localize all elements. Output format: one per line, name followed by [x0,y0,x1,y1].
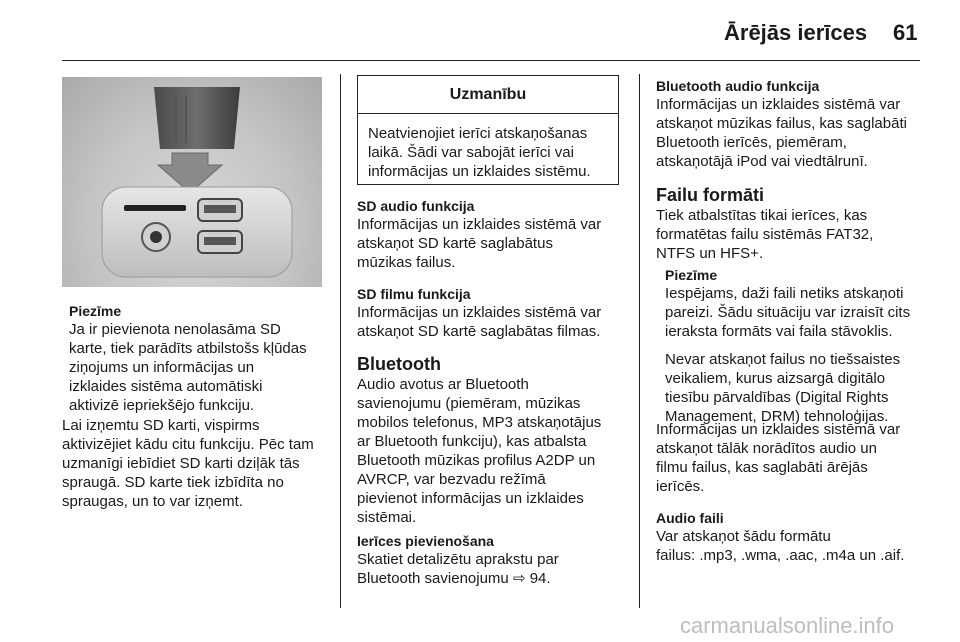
note-line: veikaliem, kurus aizsargā digitālo [665,370,886,387]
section-line: atskaņotājā iPod vai viedtālrunī. [656,153,868,170]
note-line: Nevar atskaņot failus no tiešsaistes [665,351,901,368]
sd-audio-section [357,197,632,272]
section-heading: Bluetooth [357,354,441,374]
file-formats-section [656,184,924,263]
note-line: karte, tiek parādīts atbilstošs kļūdas [69,340,307,357]
note-line: izklaides sistēma automātiski [69,378,263,395]
section-heading: Bluetooth audio funkcija [656,78,820,94]
section-heading: SD audio funkcija [357,198,475,214]
column-divider-right [639,74,640,608]
sd-video-section [357,285,632,341]
warning-box [357,75,619,185]
page-header-title: Ārējās ierīces [724,20,868,45]
paragraph-line: Lai izņemtu SD karti, vispirms [62,417,260,434]
section-line: AVRCP, var bezvadu režīmā [357,471,546,488]
section-heading: SD filmu funkcija [357,286,471,302]
page-reference-link[interactable]: 94. [529,570,551,587]
section-line: mūzikas failus. [357,254,456,271]
section-heading: Ierīces pievienošana [357,533,494,549]
section-line: failus: .mp3, .wma, .aac, .m4a un .aif. [656,547,905,564]
section-line: Bluetooth mūzikas profilus A2DP un [357,452,596,469]
section-line: Bluetooth ierīcēs, piemēram, [656,134,847,151]
paragraph-line: spraugas, un to var izņemt. [62,493,243,510]
section-line: atskaņot SD kartē saglabātas filmas. [357,323,601,340]
section-line: ar Bluetooth funkciju), kas atbalsta [357,433,587,450]
section-line: pievienot informācijas un izklaides [357,490,584,507]
section-line: Informācijas un izklaides sistēmā var [357,304,602,321]
note-line: Management, DRM) tehnoloģijas. [665,408,889,425]
left-note [69,302,331,415]
section-line: atskaņot SD kartē saglabātus [357,235,553,252]
note-line: aktivizē iepriekšējo funkciju. [69,397,255,414]
note-title: Piezīme [665,267,718,283]
section-line: Informācijas un izklaides sistēmā var [357,216,602,233]
audio-files-section [656,509,924,565]
note-line: ziņojums un informācijas un [69,359,255,376]
section-heading: Audio faili [656,510,724,526]
sd-card-slot-drawing [62,77,322,287]
section-line: Var atskaņot šādu formātu [656,528,831,545]
section-line: Skatiet detalizētu aprakstu par [357,551,559,568]
paragraph-line: uzmanīgi iebīdiet SD karti dziļāk tās [62,455,300,472]
bluetooth-section [357,353,632,527]
device-connect-section [357,532,632,588]
connector-panel [102,187,292,277]
section-line: formatētas failu sistēmās FAT32, [656,226,874,243]
page-number: 61 [893,20,918,45]
paragraph-line: Informācijas un izklaides sistēmā var [656,421,901,438]
bt-audio-section [656,77,924,171]
header-rule [62,60,920,61]
paragraph-line: filmu failus, kas saglabāti ārējās [656,459,868,476]
right-note [665,266,925,426]
note-line: Iespējams, daži faili netiks atskaņoti [665,285,904,302]
warning-line: informācijas un izklaides sistēmu. [368,163,591,180]
note-line: ieraksta formāts vai faila stāvoklis. [665,323,893,340]
paragraph-line: atskaņot tālāk norādītos audio un [656,440,877,457]
sd-card-slot-illustration [62,77,322,287]
paragraph-line: ierīcēs. [656,478,705,495]
section-line: Informācijas un izklaides sistēmā var [656,96,901,113]
column-divider-left [340,74,341,608]
section-line [357,569,632,588]
section-line: Tiek atbalstītas tikai ierīces, kas [656,207,868,224]
section-heading: Failu formāti [656,185,765,205]
left-paragraph [62,416,334,511]
section-line: savienojumu (piemēram, mūzikas [357,395,581,412]
warning-line: laikā. Šādi var sabojāt ierīci vai [368,144,574,161]
section-line: NTFS un HFS+. [656,245,764,262]
note-title: Piezīme [69,303,122,319]
sd-slot [124,205,186,211]
paragraph-line: spraugā. SD karte tiek izbīdīta no [62,474,284,491]
section-line: mobilos telefonus, MP3 atskaņotājus [357,414,602,431]
paragraph-line: aktivizējiet kādu citu funkciju. Pēc tam [62,436,314,453]
watermark: carmanualsonline.info [680,613,895,638]
note-line: pareizi. Šādu situāciju var izraisīt cits [665,304,911,321]
section-line: atskaņot mūzikas failus, kas saglabāti [656,115,907,132]
warning-body [358,114,618,181]
section-line: sistēmai. [357,509,417,526]
section-line: Audio avotus ar Bluetooth [357,376,529,393]
section-line-text: Bluetooth savienojumu [357,570,509,587]
right-paragraph [656,420,924,496]
note-line: tiesību pārvaldības (Digital Rights [665,389,889,406]
page-reference-icon: ⇨ [512,570,526,587]
warning-line: Neatvienojiet ierīci atskaņošanas [368,125,588,142]
note-line: Ja ir pievienota nenolasāma SD [69,321,281,338]
warning-title: Uzmanību [358,76,618,114]
